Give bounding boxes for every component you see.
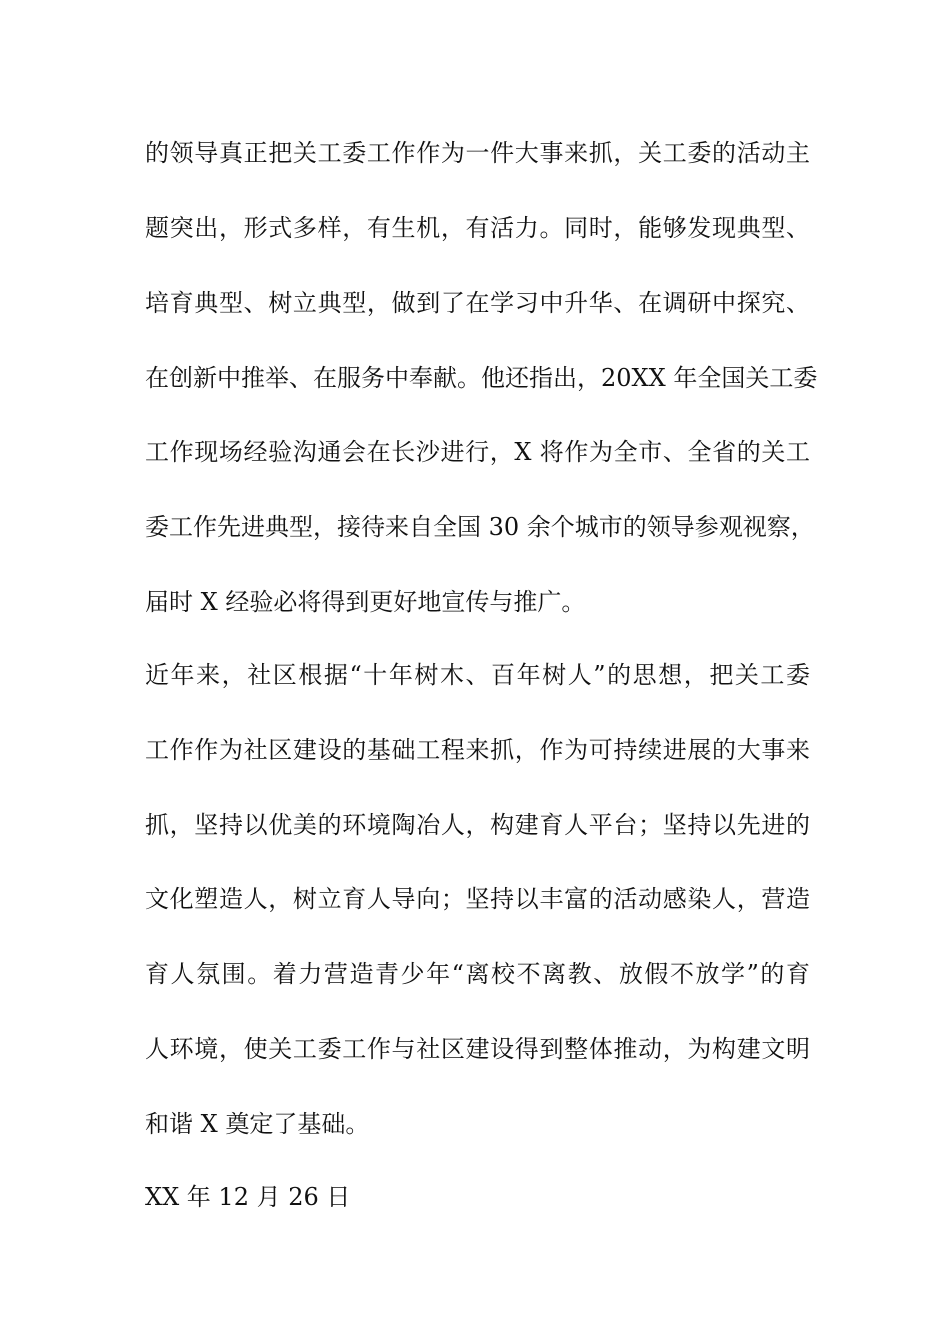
paragraph-2-line-1: 近年来，社区根据“十年树木、百年树人”的思想，把关工委 [145, 661, 810, 689]
paragraph-1-line-7: 届时 X 经验必将得到更好地宣传与推广。 [145, 588, 586, 616]
document-date: XX 年 12 月 26 日 [145, 1183, 351, 1211]
paragraph-2-line-7: 和谐 X 奠定了基础。 [145, 1110, 370, 1138]
paragraph-2-line-4: 文化塑造人，树立育人导向；坚持以丰富的活动感染人，营造 [145, 885, 810, 913]
paragraph-2-line-6: 人环境，使关工委工作与社区建设得到整体推动，为构建文明 [145, 1035, 810, 1063]
paragraph-2-line-5: 育人氛围。着力营造青少年“离校不离教、放假不放学”的育 [145, 960, 810, 988]
paragraph-1-line-5: 工作现场经验沟通会在长沙进行，X 将作为全市、全省的关工 [145, 438, 810, 466]
paragraph-1-line-4: 在创新中推举、在服务中奉献。他还指出，20XX 年全国关工委 [145, 364, 818, 392]
paragraph-1-line-1: 的领导真正把关工委工作作为一件大事来抓，关工委的活动主 [145, 139, 810, 167]
paragraph-2-line-2: 工作作为社区建设的基础工程来抓，作为可持续进展的大事来 [145, 736, 810, 764]
paragraph-1-line-2: 题突出，形式多样，有生机，有活力。同时，能够发现典型、 [145, 214, 810, 242]
paragraph-1-line-6: 委工作先进典型，接待来自全国 30 余个城市的领导参观视察， [145, 513, 815, 541]
paragraph-1-line-3: 培育典型、树立典型，做到了在学习中升华、在调研中探究、 [145, 289, 810, 317]
paragraph-2-line-3: 抓，坚持以优美的环境陶冶人，构建育人平台；坚持以先进的 [145, 811, 810, 839]
